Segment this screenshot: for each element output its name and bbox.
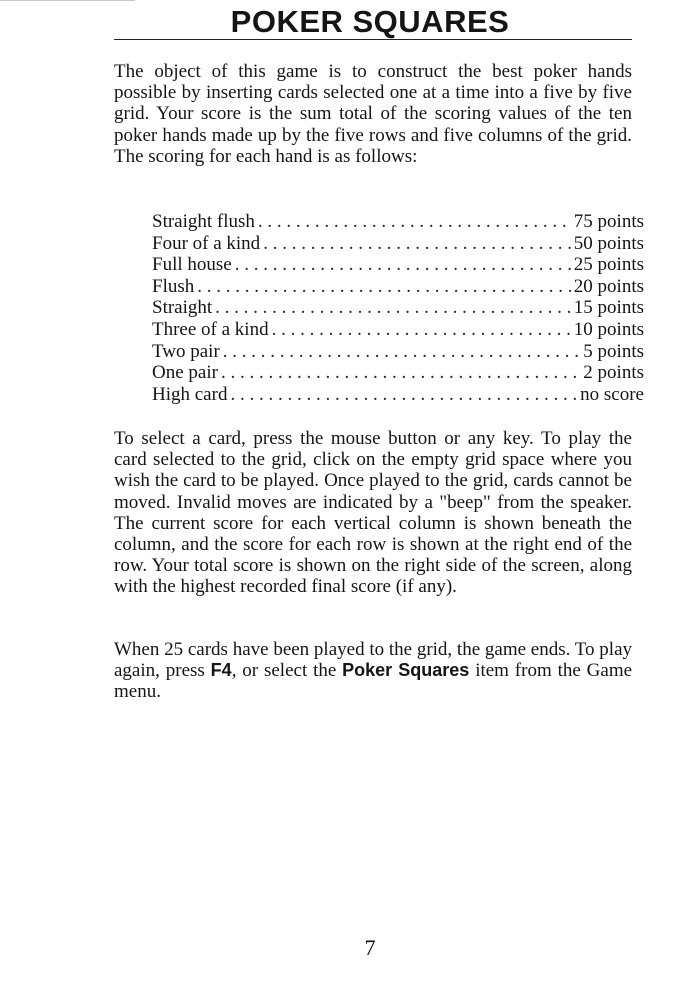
hand-score: 20 points bbox=[573, 275, 644, 297]
dot-leader bbox=[235, 254, 571, 276]
scoring-row bbox=[152, 276, 644, 298]
hand-score: 5 points bbox=[583, 340, 644, 362]
instructions-paragraph: To select a card, press the mouse button or any key. To play the card selected to the grid, click on the empty grid space where you wish the card to be played. Once played to the grid, cards cannot be moved. Invalid moves are indicated by a "beep" from the speaker. The current score for each vertical column is shown beneath the column, and the score for each row is shown at the right end of the row. Your total score is shown on the right side of the screen, along with the highest recorded final score (if any). bbox=[114, 428, 632, 598]
hand-score: no score bbox=[580, 383, 644, 405]
dot-leader bbox=[230, 384, 577, 406]
ending-text: , or select the bbox=[231, 660, 337, 682]
top-edge-rule bbox=[0, 0, 135, 1]
ending-text: When 25 cards have been played to the grid, the game ends. To play again, press bbox=[114, 639, 633, 682]
hand-name: Three of a kind bbox=[152, 318, 269, 340]
scoring-row bbox=[152, 384, 644, 406]
page-title: POKER SQUARES bbox=[230, 4, 510, 39]
hand-score: 50 points bbox=[573, 232, 644, 254]
dot-leader bbox=[258, 211, 571, 233]
dot-leader bbox=[272, 319, 571, 341]
hand-score: 2 points bbox=[583, 362, 644, 384]
hand-name: Straight bbox=[152, 297, 213, 319]
scoring-row bbox=[152, 297, 644, 319]
ending-text: item from the Game menu. bbox=[114, 660, 633, 703]
menu-item-name: Poker Squares bbox=[342, 660, 470, 681]
hand-name: One pair bbox=[152, 362, 218, 384]
scoring-row bbox=[152, 341, 644, 363]
scoring-row bbox=[152, 362, 644, 384]
hand-name: Two pair bbox=[152, 340, 220, 362]
scoring-row bbox=[152, 233, 644, 255]
hand-name: Full house bbox=[152, 254, 232, 276]
ending-paragraph bbox=[114, 639, 632, 703]
hand-name: Straight flush bbox=[152, 211, 255, 232]
intro-paragraph: The object of this game is to construct the best poker hands possible by inserting cards selected one at a time into a five by five grid. Your score is the sum total of the scoring values of the ten poker hands made up by the five rows and five columns of the grid. The scoring for each hand is as follows: bbox=[114, 61, 632, 167]
hand-name: Four of a kind bbox=[152, 232, 261, 254]
hand-score: 75 points bbox=[573, 211, 644, 232]
scoring-row bbox=[152, 319, 644, 341]
dot-leader bbox=[263, 233, 571, 255]
scoring-table bbox=[152, 211, 644, 405]
title-underline bbox=[114, 39, 632, 40]
dot-leader bbox=[215, 297, 571, 319]
hand-name: High card bbox=[152, 383, 228, 405]
dot-leader bbox=[197, 276, 571, 298]
page-number: 7 bbox=[364, 935, 376, 960]
scoring-row bbox=[152, 254, 644, 276]
dot-leader bbox=[221, 362, 580, 384]
dot-leader bbox=[223, 341, 581, 363]
hand-name: Flush bbox=[152, 275, 195, 297]
hand-score: 25 points bbox=[573, 254, 644, 276]
f4-key: F4 bbox=[210, 660, 232, 681]
hand-score: 10 points bbox=[573, 318, 644, 340]
scoring-row bbox=[152, 211, 644, 233]
hand-score: 15 points bbox=[573, 297, 644, 319]
